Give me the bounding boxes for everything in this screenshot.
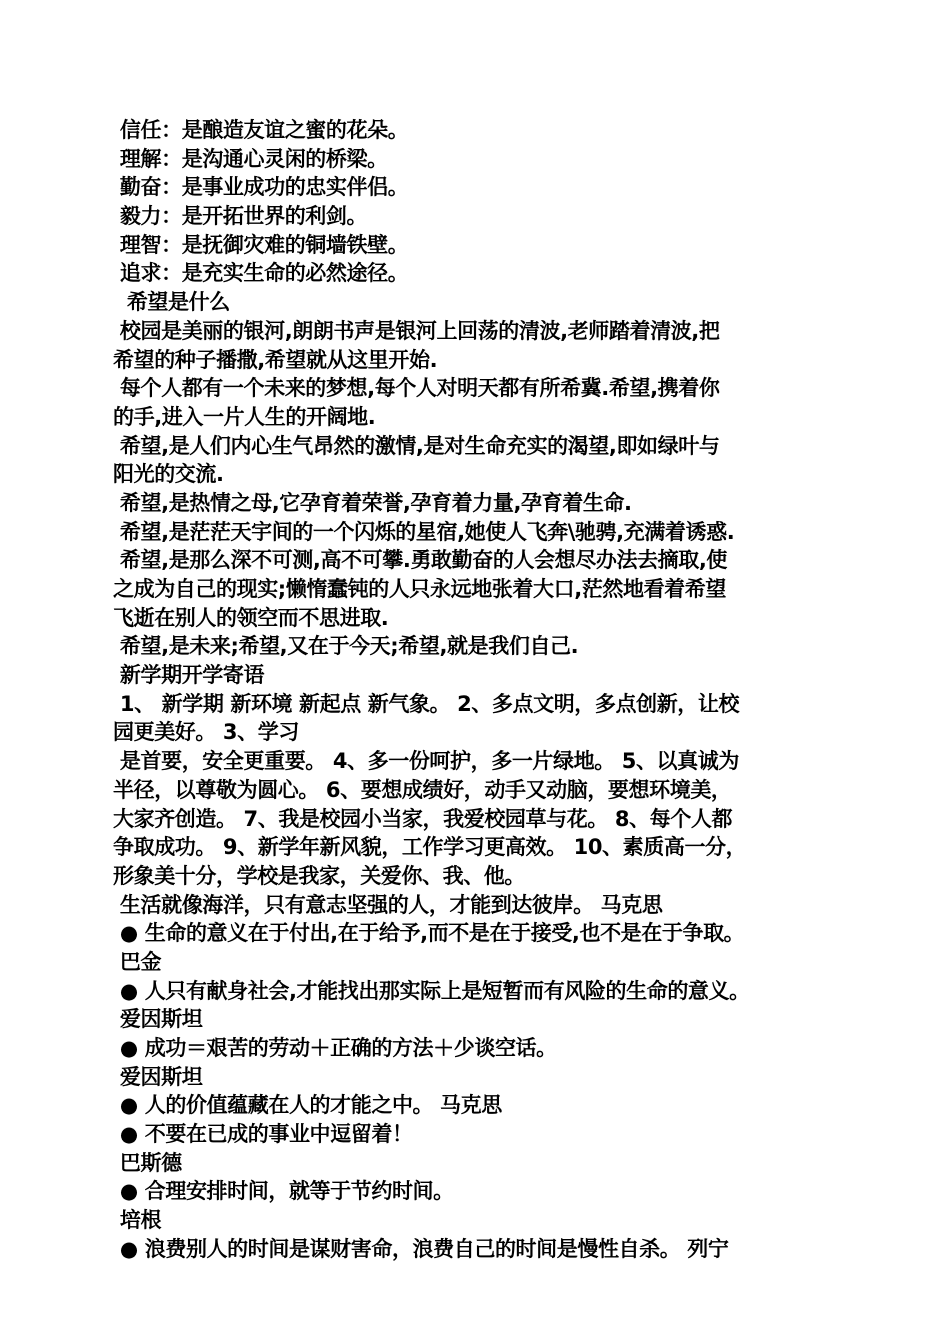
quote-line: ● 人只有献身社会,才能找出那实际上是短暂而有风险的生命的意义。 [113,978,750,1003]
quote-author: 巴斯德 [113,1150,182,1175]
quote-line: 生活就像海洋，只有意志坚强的人，才能到达彼岸。 马克思 [113,892,663,917]
quote-line: ● 浪费别人的时间是谋财害命，浪费自己的时间是慢性自杀。 列宁 [113,1236,729,1261]
document-body [113,116,838,1264]
quote-line: ● 成功＝艰苦的劳动＋正确的方法＋少谈空话。 [113,1036,557,1060]
section-heading: 希望是什么 [113,290,230,315]
text-line: 希望,是人们内心生气昂然的激情,是对生命充实的渴望,即如绿叶与 [113,433,720,458]
quote-author: 巴金 [113,949,162,974]
text-line: 希望,是未来;希望,又在于今天;希望,就是我们自己. [113,634,579,659]
quote-line: ● 合理安排时间，就等于节约时间。 [113,1179,454,1204]
text-line: 1、 新学期 新环境 新起点 新气象。 2、多点文明，多点创新，让校 [113,691,740,716]
text-line: 是首要，安全更重要。 4、多一份呵护，多一片绿地。 5、以真诚为 [113,749,739,774]
text-line: 飞逝在别人的领空而不思进取. [113,605,389,630]
text-line: 园更美好。 3、学习 [113,720,299,745]
text-line: 理解：是沟通心灵闲的桥梁。 [113,146,388,171]
text-line: 形象美十分，学校是我家，关爱你、我、他。 [113,863,525,888]
text-line: 理智：是抚御灾难的铜墙铁壁。 [113,232,409,257]
quote-line: ● 不要在已成的事业中逗留着！ [113,1122,413,1147]
text-line: 大家齐创造。 7、我是校园小当家，我爱校园草与花。 8、每个人都 [113,806,733,831]
text-line: 毅力：是开拓世界的利剑。 [113,204,368,229]
quote-author: 爱因斯坦 [113,1007,203,1032]
text-line: 的手,进入一片人生的开阔地. [113,404,376,429]
text-line: 希望,是热情之母,它孕育着荣誉,孕育着力量,孕育着生命. [113,490,632,515]
text-line: 希望的种子播撒,希望就从这里开始. [113,347,438,372]
text-line: 阳光的交流. [113,462,224,487]
quote-line: ● 生命的意义在于付出,在于给予,而不是在于接受,也不是在于争取。 [113,921,745,946]
text-line: 希望,是那么深不可测,高不可攀.勇敢勤奋的人会想尽办法去摘取,使 [113,548,728,573]
quote-line: ● 人的价值蕴藏在人的才能之中。 马克思 [113,1093,502,1118]
quote-author: 爱因斯坦 [113,1064,203,1089]
text-line: 追求：是充实生命的必然途径。 [113,261,409,286]
text-line: 希望,是茫茫天宇间的一个闪烁的星宿,她使人飞奔\驰骋,充满着诱惑. [113,519,735,544]
section-heading: 新学期开学寄语 [113,663,265,688]
text-line: 信任：是酿造友谊之蜜的花朵。 [113,118,409,142]
text-line: 每个人都有一个未来的梦想,每个人对明天都有所希冀.希望,携着你 [113,376,720,401]
text-line: 校园是美丽的银河,朗朗书声是银河上回荡的清波,老师踏着清波,把 [113,318,720,343]
text-line: 半径，以尊敬为圆心。 6、要想成绩好，动手又动脑，要想环境美， [113,777,732,802]
text-line: 勤奋：是事业成功的忠实伴侣。 [113,175,409,200]
text-line: 之成为自己的现实;懒惰蠢钝的人只永远地张着大口,茫然地看着希望 [113,577,726,601]
quote-author: 培根 [113,1208,162,1233]
text-line: 争取成功。 9、新学年新风貌，工作学习更高效。 10、素质高一分， [113,835,747,860]
